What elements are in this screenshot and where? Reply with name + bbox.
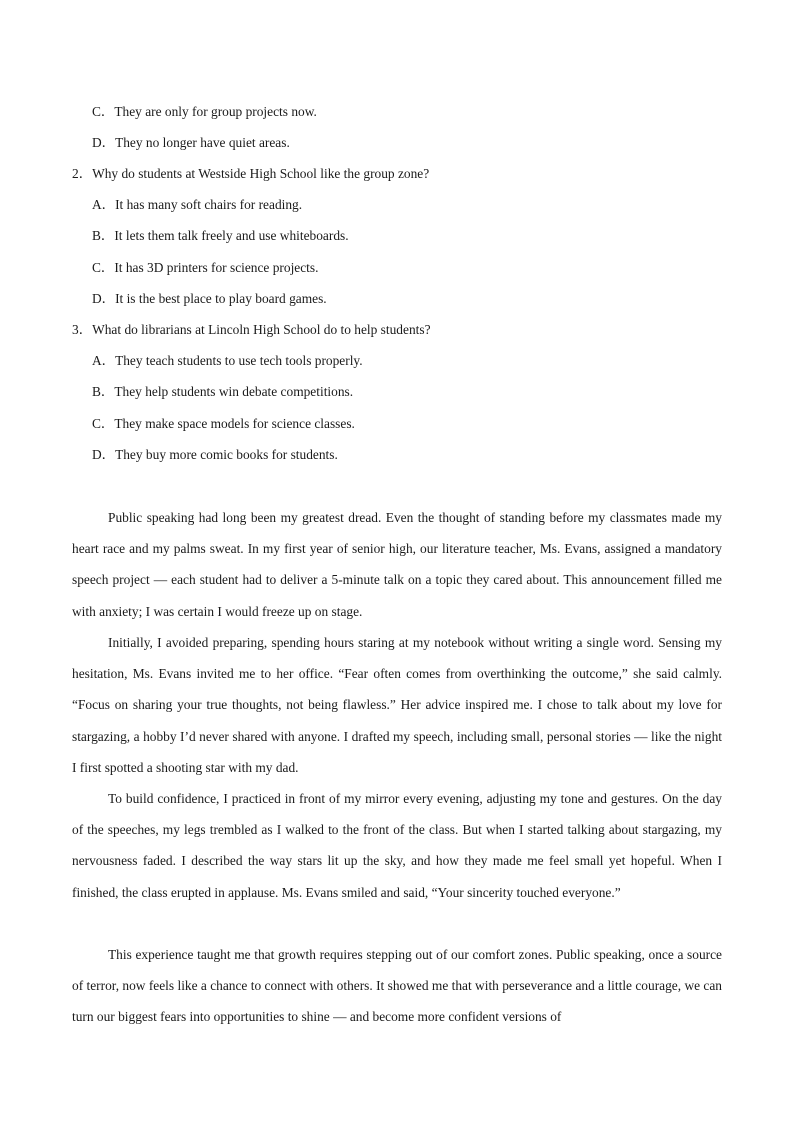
option-letter: B． xyxy=(92,384,115,399)
passage-paragraph-3: To build confidence, I practiced in front of my mirror every evening, adjusting my tone and gestures. On the day of the speeches, my legs trembled as I walked to the front of the class. But when I started talking about stargazing, my nervousness faded. I described the way stars lit up the sky, and how they made me feel small yet hopeful. When I finished, the class erupted in applause. Ms. Evans smiled and said, “Your sincerity touched everyone.” xyxy=(72,791,722,900)
option-letter: C． xyxy=(92,416,115,431)
option-letter: C． xyxy=(92,260,115,275)
option-text: They make space models for science classes. xyxy=(114,416,355,431)
question-3-option-a xyxy=(92,353,363,369)
question-text: Why do students at Westside High School like the group zone? xyxy=(92,166,430,181)
option-text: They no longer have quiet areas. xyxy=(115,135,290,150)
option-letter: B． xyxy=(92,228,115,243)
option-letter: D． xyxy=(92,135,116,150)
question-2-stem xyxy=(72,166,429,182)
question-3-stem xyxy=(72,322,431,338)
option-letter: A． xyxy=(92,197,116,212)
passage-paragraph-2: Initially, I avoided preparing, spending hours staring at my notebook without writing a single word. Sensing my hesitation, Ms. Evans invited me to her office. “Fear often comes from overthinking the outcome,” she said calmly. “Focus on sharing your true thoughts, not being flawless.” Her advice inspired me. I chose to talk about my love for stargazing, a hobby I’d never shared with anyone. I drafted my speech, including small, personal stories — like the night I first spotted a shooting star with my dad. xyxy=(72,635,722,775)
option-letter: D． xyxy=(92,447,116,462)
passage-paragraph-4: This experience taught me that growth requires stepping out of our comfort zones. Public speaking, once a source of terror, now feels like a chance to connect with others. It showed me that with perseverance and a little courage, we can turn our biggest fears into opportunities to shine — and become more confident versions of xyxy=(72,947,722,1025)
question-text: What do librarians at Lincoln High School do to help students? xyxy=(92,322,431,337)
question-3-option-d xyxy=(92,447,338,463)
option-c-prev xyxy=(92,104,317,120)
question-3-option-b xyxy=(92,384,353,400)
passage-paragraph-1: Public speaking had long been my greatest dread. Even the thought of standing before my classmates made my heart race and my palms sweat. In my first year of senior high, our literature teacher, Ms. Evans, assigned a mandatory speech project — each student had to deliver a 5-minute talk on a topic they cared about. This announcement filled me with anxiety; I was certain I would freeze up on stage. xyxy=(72,510,722,619)
option-text: They buy more comic books for students. xyxy=(115,447,338,462)
option-text: They help students win debate competitions. xyxy=(114,384,354,399)
option-text: It lets them talk freely and use whiteboards. xyxy=(114,228,349,243)
option-d-prev xyxy=(92,135,290,151)
question-2-option-d xyxy=(92,291,327,307)
question-2-option-b xyxy=(92,228,349,244)
option-letter: A． xyxy=(92,353,116,368)
option-letter: D． xyxy=(92,291,116,306)
question-2-option-c xyxy=(92,260,318,276)
question-number: 2． xyxy=(72,166,93,181)
option-text: It has many soft chairs for reading. xyxy=(115,197,303,212)
question-number: 3． xyxy=(72,322,93,337)
question-2-option-a xyxy=(92,197,302,213)
option-text: They teach students to use tech tools properly. xyxy=(115,353,363,368)
option-letter: C． xyxy=(92,104,115,119)
question-3-option-c xyxy=(92,416,355,432)
option-text: They are only for group projects now. xyxy=(114,104,317,119)
option-text: It has 3D printers for science projects. xyxy=(114,260,319,275)
option-text: It is the best place to play board games. xyxy=(115,291,327,306)
